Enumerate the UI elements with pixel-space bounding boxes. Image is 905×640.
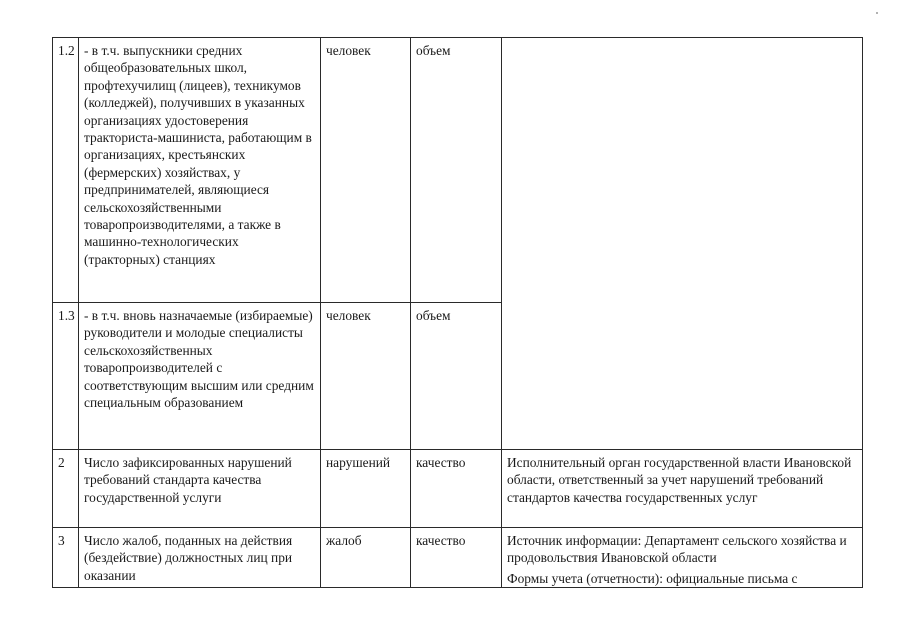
indicator-name: Число зафиксированных нарушений требований стандарта качества государственной услуги <box>79 450 321 528</box>
indicators-table <box>52 37 863 588</box>
table-row <box>53 528 863 588</box>
unit-of-measure: человек <box>321 303 411 450</box>
unit-of-measure: нарушений <box>321 450 411 528</box>
indicator-name: - в т.ч. вновь назначаемые (избираемые) руководители и молодые специалисты сельскохозяйственных товаропроизводителей с соответствующим высшим или средним специальным образованием <box>79 303 321 450</box>
indicator-type: качество <box>411 528 502 588</box>
unit-of-measure: жалоб <box>321 528 411 588</box>
information-source: Исполнительный орган государственной власти Ивановской области, ответственный за учет нарушений требований стандартов качества государственных услуг <box>502 450 863 528</box>
indicator-name: - в т.ч. выпускники средних общеобразовательных школ, профтехучилищ (лицеев), техникумов (колледжей), получивших в указанных организациях удостоверения тракториста-машиниста, работающим в организациях, крестьянских (фермерских) хозяйствах, у предпринимателей, являющиеся сельскохозяйственными товаропроизводителями, а также в машинно-технологических (тракторных) станциях <box>79 38 321 303</box>
indicator-type: объем <box>411 38 502 303</box>
row-number: 1.3 <box>53 303 79 450</box>
source-cell-empty <box>502 38 863 450</box>
table-row <box>53 38 863 303</box>
indicator-type: качество <box>411 450 502 528</box>
information-source-text: Источник информации: Департамент сельского хозяйства и продовольствия Ивановской области <box>507 533 847 566</box>
row-number: 2 <box>53 450 79 528</box>
row-number: 1.2 <box>53 38 79 303</box>
indicator-name: Число жалоб, поданных на действия (бездействие) должностных лиц при оказании <box>79 528 321 588</box>
information-source <box>502 528 863 588</box>
indicator-type: объем <box>411 303 502 450</box>
row-number: 3 <box>53 528 79 588</box>
table-row <box>53 450 863 528</box>
reporting-forms-text: Формы учета (отчетности): официальные письма с <box>507 570 798 586</box>
scan-artifact-dot <box>876 12 878 14</box>
unit-of-measure: человек <box>321 38 411 303</box>
